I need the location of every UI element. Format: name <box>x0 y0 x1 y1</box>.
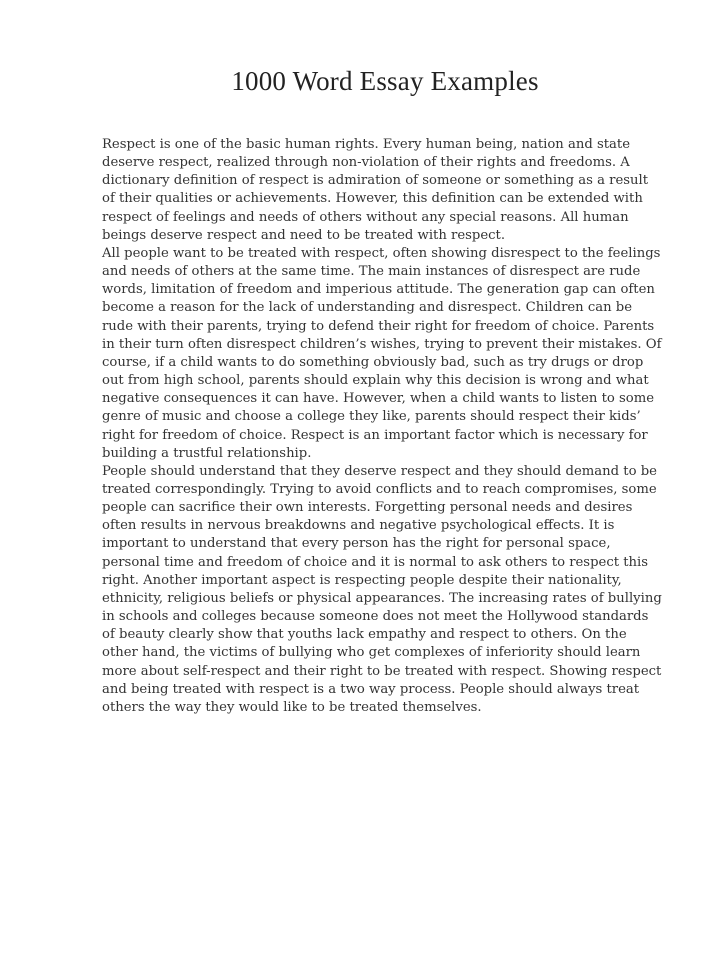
paragraph: People should understand that they deserve respect and they should demand to be treated correspondingly. Trying to avoid conflicts and to reach compromises, some people can sacrifice their own interests. Forgetting personal needs and desires often results in nervous breakdowns and negative psychological effects. It is important to understand that every person has the right for personal space, personal time and freedom of choice and it is normal to ask others to respect this right. Another important aspect is respecting people despite their nationality, ethnicity, religious beliefs or physical appearances. The increasing rates of bullying in schools and colleges because someone does not meet the Hollywood standards of beauty clearly show that youths lack empathy and respect to others. On the other hand, the victims of bullying who get complexes of inferiority should learn more about self-respect and their right to be treated with respect. Showing respect and being treated with respect is a two way process. People should always treat others the way they would like to be treated themselves. <box>102 463 662 715</box>
paragraph: All people want to be treated with respect, often showing disrespect to the feelings and needs of others at the same time. The main instances of disrespect are rude words, limitation of freedom and imperious attitude. The generation gap can often become a reason for the lack of understanding and disrespect. Children can be rude with their parents, trying to defend their right for freedom of choice. Parents in their turn often disrespect children’s wishes, trying to prevent their mistakes. Of course, if a child wants to do something obviously bad, such as try drugs or drop out from high school, parents should explain why this decision is wrong and what negative consequences it can have. However, when a child wants to listen to some genre of music and choose a college they like, parents should respect their kids’ right for freedom of choice. Respect is an important factor which is necessary for building a trustful relationship. <box>102 245 662 461</box>
paragraph: Respect is one of the basic human rights. Every human being, nation and state deserve respect, realized through non-violation of their rights and freedoms. A dictionary definition of respect is admiration of someone or something as a result of their qualities or achievements. However, this definition can be extended with respect of feelings and needs of others without any special reasons. All human beings deserve respect and need to be treated with respect. <box>102 137 649 243</box>
document-title: 1000 Word Essay Examples <box>231 66 539 96</box>
document-body <box>102 136 662 717</box>
